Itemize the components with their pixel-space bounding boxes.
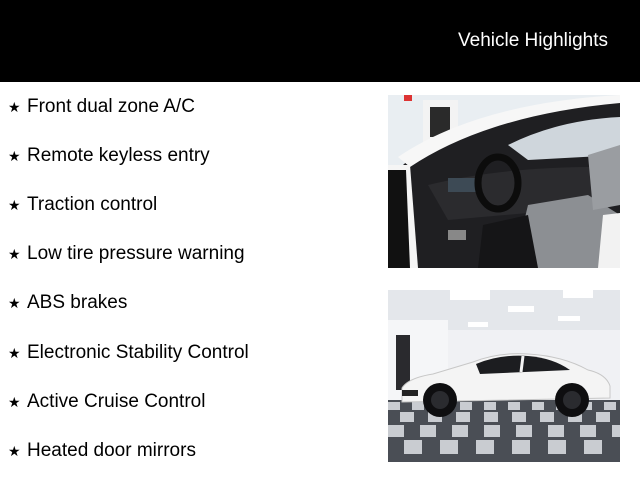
feature-label: Active Cruise Control bbox=[27, 391, 206, 412]
star-icon: ★ bbox=[8, 344, 21, 361]
star-icon: ★ bbox=[8, 294, 21, 311]
feature-item bbox=[8, 439, 196, 463]
feature-label: Heated door mirrors bbox=[27, 440, 196, 461]
header-bar bbox=[0, 0, 640, 82]
star-icon: ★ bbox=[8, 393, 21, 410]
feature-label: Traction control bbox=[27, 194, 158, 215]
feature-item bbox=[8, 341, 249, 365]
feature-label: Remote keyless entry bbox=[27, 145, 210, 166]
exterior-photo bbox=[388, 290, 620, 462]
star-icon: ★ bbox=[8, 98, 21, 115]
feature-label: ABS brakes bbox=[27, 292, 128, 313]
feature-item bbox=[8, 193, 157, 217]
feature-item bbox=[8, 390, 205, 414]
star-icon: ★ bbox=[8, 245, 21, 262]
feature-label: Low tire pressure warning bbox=[27, 243, 245, 264]
star-icon: ★ bbox=[8, 442, 21, 459]
star-icon: ★ bbox=[8, 147, 21, 164]
star-icon: ★ bbox=[8, 196, 21, 213]
page-title: Vehicle Highlights bbox=[458, 30, 608, 51]
feature-label: Electronic Stability Control bbox=[27, 342, 249, 363]
feature-item bbox=[8, 95, 195, 119]
feature-item bbox=[8, 291, 127, 315]
interior-photo bbox=[388, 95, 620, 268]
feature-item bbox=[8, 144, 210, 168]
feature-item bbox=[8, 242, 245, 266]
feature-label: Front dual zone A/C bbox=[27, 96, 195, 117]
